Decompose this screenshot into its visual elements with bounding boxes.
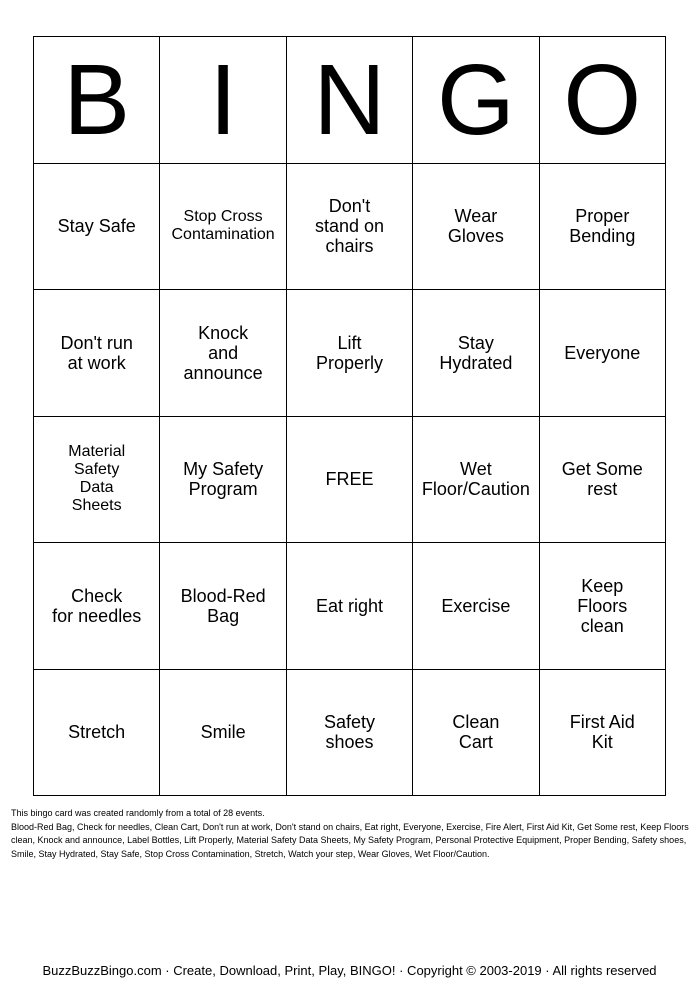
header-cell-b xyxy=(34,37,160,164)
header-letter: B xyxy=(63,43,131,156)
bingo-cell xyxy=(34,417,160,544)
cell-text: Everyone xyxy=(564,342,641,363)
bingo-cell xyxy=(160,290,286,417)
bingo-cell xyxy=(160,670,286,797)
cell-text: Stop Cross Contamination xyxy=(171,208,275,244)
cell-text: Wet Floor/Caution xyxy=(421,459,530,500)
header-letter: N xyxy=(313,43,386,156)
bingo-cell xyxy=(540,543,666,670)
cell-text: Smile xyxy=(200,722,246,743)
cell-text: Exercise xyxy=(441,595,511,616)
header-cell-g xyxy=(413,37,539,164)
copyright-footer: BuzzBuzzBingo.com · Create, Download, Print, Play, BINGO! · Copyright © 2003-2019 · All rights reserved xyxy=(42,963,657,978)
bingo-cell xyxy=(287,164,413,291)
cell-text: Safety shoes xyxy=(323,712,375,753)
cell-text: Check for needles xyxy=(52,585,142,626)
bingo-cell xyxy=(413,670,539,797)
cell-text: Lift Properly xyxy=(315,332,383,373)
cell-text: Blood-Red Bag xyxy=(180,585,266,626)
bingo-cell xyxy=(540,670,666,797)
cell-text: Don't run at work xyxy=(60,332,133,373)
bingo-cell xyxy=(34,543,160,670)
bingo-cell xyxy=(413,417,539,544)
header-letter: G xyxy=(436,43,515,156)
bingo-cell xyxy=(287,670,413,797)
bingo-cell xyxy=(540,164,666,291)
bingo-cell xyxy=(160,543,286,670)
bingo-cell xyxy=(160,164,286,291)
cell-text: Stay Safe xyxy=(57,216,136,237)
bingo-cell xyxy=(413,164,539,291)
cell-text: First Aid Kit xyxy=(569,712,635,753)
event-list: Blood-Red Bag, Check for needles, Clean Cart, Don't run at work, Don't stand on chairs, Eat right, Everyone, Exercise, Fire Alert, First Aid Kit, Get Some rest, Keep Floors clean, Knock and announce, Label Bottles, Lift Properly, Material Safety Data Sheets, My Safety Program, Personal Protective Equipment, Proper Bending, Safety shoes, Smile, Stay Hydrated, Stay Safe, Stop Cross Contamination, Stretch, Watch your step, Wear Gloves, Wet Floor/Caution. xyxy=(11,821,689,859)
cell-text: Clean Cart xyxy=(452,712,500,753)
cell-text: Get Some rest xyxy=(561,459,643,500)
bingo-cell xyxy=(34,290,160,417)
event-count-note: This bingo card was created randomly from a total of 28 events. xyxy=(11,808,265,818)
bingo-cell xyxy=(34,164,160,291)
cell-text: Knock and announce xyxy=(183,322,263,383)
cell-text: Material Safety Data Sheets xyxy=(68,443,126,515)
cell-text: Stretch xyxy=(68,722,126,743)
bingo-cell xyxy=(160,417,286,544)
bingo-cell xyxy=(540,290,666,417)
bingo-cell xyxy=(413,290,539,417)
cell-text: My Safety Program xyxy=(183,459,264,500)
header-letter: O xyxy=(563,43,642,156)
header-cell-n xyxy=(287,37,413,164)
bingo-cell xyxy=(413,543,539,670)
bingo-cell xyxy=(287,290,413,417)
cell-text: Stay Hydrated xyxy=(439,332,513,373)
bingo-cell xyxy=(34,670,160,797)
free-space-cell xyxy=(287,417,413,544)
bingo-cell xyxy=(540,417,666,544)
cell-text: Proper Bending xyxy=(569,206,636,247)
cell-text: Wear Gloves xyxy=(447,206,504,247)
card-description xyxy=(11,807,691,861)
header-letter: I xyxy=(209,43,237,156)
bingo-card xyxy=(33,36,666,796)
cell-text: Eat right xyxy=(315,595,384,616)
cell-text: Don't stand on chairs xyxy=(314,196,385,257)
cell-text: Keep Floors clean xyxy=(577,575,628,636)
header-cell-o xyxy=(540,37,666,164)
cell-text: FREE xyxy=(325,469,374,490)
header-cell-i xyxy=(160,37,286,164)
bingo-cell xyxy=(287,543,413,670)
